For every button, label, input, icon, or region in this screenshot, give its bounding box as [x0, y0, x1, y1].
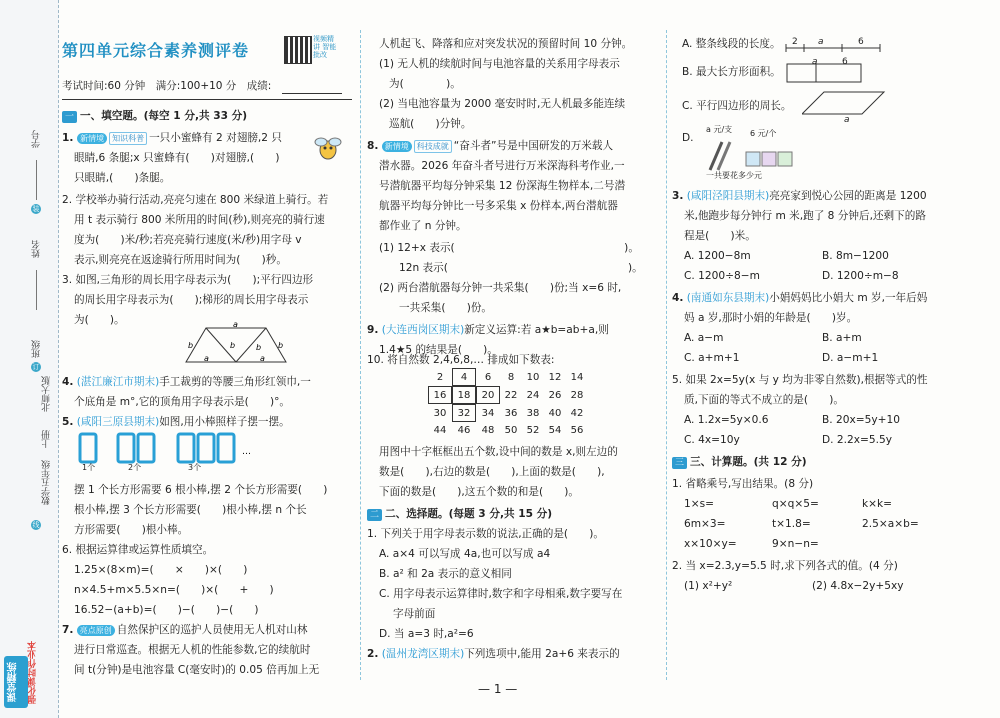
option-text: D. a−m+1: [822, 352, 879, 364]
option-text: A. a×4 可以写成 4a,也可以写成 a4: [379, 548, 551, 560]
qr-code-icon[interactable]: [284, 36, 312, 64]
table-cell: 40: [548, 407, 562, 419]
figure-label: 一共要花多少元: [706, 171, 762, 180]
svg-text:a: a: [260, 354, 265, 363]
tech-tag: 科技成就: [414, 140, 452, 153]
figure-label: a: [812, 57, 818, 67]
question-text: 3. 如图,三角形的周长用字母表示为( );平行四边形: [62, 274, 314, 286]
section-2-title: 二、选择题。(每题 3 分,共 15 分): [385, 508, 553, 520]
table-cell: 38: [526, 407, 540, 419]
option-text: B. 20x=5y+10: [822, 414, 900, 426]
source-tag: (咸阳泾阳县期末): [686, 190, 770, 202]
table-cell: 4: [452, 368, 476, 386]
question-text: 12n 表示( )。: [399, 262, 643, 274]
option-text: A. 1.2x=5y×0.6: [684, 414, 769, 426]
table-cell: 30: [433, 407, 447, 419]
svg-text:a: a: [204, 354, 209, 363]
column-divider: [666, 30, 667, 680]
question-text: n×4.5+m×5.5×n=( )×( + ): [74, 584, 274, 596]
question-text: (2) 当电池容量为 2000 毫安时时,无人机最多能连续: [379, 98, 626, 110]
question-text: 潜水器。2026 年奋斗者号进行万米深海科考作业,一: [379, 160, 625, 172]
figure-label: 6 元/个: [750, 129, 777, 138]
question-text: 5. 如果 2x=5y(x 与 y 均为非零自然数),根据等式的性: [672, 374, 928, 386]
svg-text:…: …: [242, 447, 251, 457]
question-text: 巡航( )分钟。: [389, 118, 472, 130]
source-tag: (南通如东县期末): [686, 292, 770, 304]
question-text: 1. 省略乘号,写出结果。(8 分): [672, 478, 814, 490]
sticks-figure: [74, 432, 284, 478]
brand-subtitle: 强化课时作业本: [28, 641, 38, 704]
header-rule: [62, 99, 352, 100]
table-cell: 42: [570, 407, 584, 419]
question-text: (2) 两台潜航器每分钟一共采集( )份;当 x=6 时,: [379, 282, 622, 294]
question-text: 16.52−(a+b)=( )−( )−( ): [74, 604, 259, 616]
calc-item: (1) x²+y²: [684, 580, 733, 592]
option-text: A. a−m: [684, 332, 724, 344]
option-text: B. a+m: [822, 332, 862, 344]
figure-label: 6: [842, 57, 848, 67]
option-text: C. 用字母表示运算律时,数字和字母相乘,数字要写在: [379, 588, 623, 600]
question-text: 为( )。: [389, 78, 461, 90]
table-cell: 48: [481, 424, 495, 436]
question-text: 用图中十字框框出五个数,设中间的数是 x,则左边的: [379, 446, 618, 458]
spine-student-id-label: 学号: [32, 130, 42, 148]
question-text: 都作业了 n 分钟。: [379, 220, 467, 232]
question-text: 程是( )米。: [684, 230, 756, 242]
binding-spine: [0, 0, 59, 718]
question-text: 眼睛,6 条腿;x 只蜜蜂有( )对翅膀,( ): [74, 152, 280, 164]
question-number: 9.: [367, 324, 379, 336]
question-text: (1) 12+x 表示( )。: [379, 242, 639, 254]
question-text: 一只小蜜蜂有 2 对翅膀,2 只: [149, 132, 282, 144]
new-context-tag: 新情境: [382, 141, 412, 152]
table-cell: 10: [526, 371, 540, 383]
question-text: 10. 将自然数 2,4,6,8,… 排成如下数表:: [367, 354, 555, 366]
table-cell: 44: [433, 424, 447, 436]
question-text: 手工裁剪的等腰三角形红领巾,一: [159, 376, 311, 388]
table-cell: 14: [570, 371, 584, 383]
table-cell: 6: [484, 371, 492, 383]
question-text: 6. 根据运算律或运算性质填空。: [62, 544, 214, 556]
figure-caption: 2个: [128, 463, 142, 472]
question-number: 8.: [367, 140, 379, 152]
table-cell: 28: [570, 389, 584, 401]
figure-label: a: [844, 115, 850, 125]
question-number: 3.: [672, 190, 684, 202]
svg-text:b: b: [256, 343, 262, 352]
section-badge: 二: [367, 509, 382, 521]
figure-label: 2: [792, 37, 798, 47]
question-text: 用 t 表示骑行 800 米所用的时间(秒),则亮亮的骑行速: [74, 214, 325, 226]
figure-label: a: [818, 37, 824, 47]
question-text: 个底角是 m°,它的顶角用字母表示是( )°。: [74, 396, 291, 408]
question-text: 数是( ),右边的数是( ),上面的数是( ),: [379, 466, 605, 478]
question-text: 表示,则亮亮在返途骑行所用时间为( )秒。: [74, 254, 287, 266]
spine-class-label: 班级: [32, 340, 42, 358]
question-text: 人机起飞、降落和应对突发状况的预留时间 10 分钟。: [379, 38, 633, 50]
question-number: 4.: [62, 376, 74, 388]
question-text: 航器平均每分钟比一号多采集 x 份样本,两台潜航器: [379, 200, 618, 212]
calc-item: t×1.8=: [772, 518, 811, 530]
question-text: (1) 无人机的续航时间与电池容量的关系用字母表示: [379, 58, 620, 70]
question-text: 1. 下列关于用字母表示数的说法,正确的是( )。: [367, 528, 604, 540]
section-badge: 一: [62, 111, 77, 123]
question-text: 间 t(分钟)是电池容量 C(毫安时)的 0.05 倍再加上无: [74, 664, 320, 676]
question-text: 只眼睛,( )条腿。: [74, 172, 171, 184]
option-text: C. 平行四边形的周长。: [682, 100, 792, 112]
trapezoid-figure: [176, 322, 296, 368]
question-text: 1.4★5 的结果是( )。: [379, 344, 498, 356]
spine-grade-label: 数学五年级: [42, 460, 52, 505]
option-text: D. 当 a=3 时,a²=6: [379, 628, 474, 640]
rectangle-figure: [786, 60, 866, 84]
section-3-title: 三、计算题。(共 12 分): [690, 456, 807, 468]
question-number: 2.: [367, 648, 379, 660]
figure-label: a 元/支: [706, 125, 733, 134]
spine-volume-label: 上册: [42, 430, 52, 448]
table-cell: 22: [504, 389, 518, 401]
option-text: D. 2.2x=5.5y: [822, 434, 893, 446]
spine-dot: 线: [32, 521, 40, 529]
original-tag: 亮点原创: [77, 625, 115, 636]
exam-meta: 考试时间:60 分钟 满分:100+10 分 成绩:: [62, 80, 272, 92]
table-cell: 50: [504, 424, 518, 436]
science-tag: 知识科普: [109, 132, 147, 145]
calc-item: q×q×5=: [772, 498, 819, 510]
question-text: 妈 a 岁,那时小娟的年龄是( )岁。: [684, 312, 858, 324]
table-cell: 16: [428, 386, 452, 404]
column-divider: [360, 30, 361, 680]
section-badge: 三: [672, 457, 687, 469]
new-context-tag: 新情境: [77, 133, 107, 144]
question-number: 7.: [62, 624, 74, 636]
calc-item: k×k=: [862, 498, 893, 510]
table-row: [428, 404, 588, 422]
svg-text:b: b: [230, 341, 236, 350]
question-text: 2. 学校举办骑行活动,亮亮匀速在 800 米绿道上骑行。若: [62, 194, 329, 206]
option-text: A. 1200−8m: [684, 250, 751, 262]
svg-text:b: b: [278, 341, 284, 350]
spine-line: [36, 160, 37, 200]
svg-text:b: b: [188, 341, 194, 350]
table-cell: 46: [457, 424, 471, 436]
question-text: 进行日常巡查。根据无人机的性能参数,它的续航时: [74, 644, 311, 656]
option-text: C. a+m+1: [684, 352, 740, 364]
table-cell: 32: [452, 404, 476, 422]
table-cell: 20: [476, 386, 500, 404]
calc-item: x×10×y=: [684, 538, 737, 550]
calc-item: 2.5×a×b=: [862, 518, 919, 530]
spine-dot: 订: [32, 363, 40, 371]
option-text: A. 整条线段的长度。: [682, 38, 781, 50]
option-text: C. 1200÷8−m: [684, 270, 760, 282]
calc-item: 9×n−n=: [772, 538, 819, 550]
source-tag: (湛江廉江市期末): [76, 376, 160, 388]
table-cell: 8: [507, 371, 515, 383]
table-cell: 12: [548, 371, 562, 383]
source-tag: (温州龙湾区期末): [381, 648, 465, 660]
figure-caption: 3个: [188, 463, 202, 472]
calc-item: 6m×3=: [684, 518, 726, 530]
option-text: B. a² 和 2a 表示的意义相同: [379, 568, 512, 580]
question-text: 摆 1 个长方形需要 6 根小棒,摆 2 个长方形需要( ): [74, 484, 328, 496]
option-text: D.: [682, 132, 694, 144]
number-table: [428, 368, 588, 438]
spine-name-label: 姓名: [32, 240, 42, 258]
question-text: 下面的数是( ),这五个数的和是( )。: [379, 486, 579, 498]
page-title: 第四单元综合素养测评卷: [62, 41, 250, 60]
question-text: 小娟妈妈比小娟大 m 岁,一年后妈: [769, 292, 928, 304]
table-cell: 56: [570, 424, 584, 436]
table-cell: 52: [526, 424, 540, 436]
question-text: 新定义运算:若 a★b=ab+a,则: [464, 324, 609, 336]
table-row: [428, 386, 588, 404]
option-text: D. 1200÷m−8: [822, 270, 899, 282]
table-cell: 18: [452, 386, 476, 404]
spine-edition-label: 北师大版: [42, 376, 52, 412]
question-text: 2. 当 x=2.3,y=5.5 时,求下列各式的值。(4 分): [672, 560, 898, 572]
table-row: [428, 422, 588, 438]
question-text: 度为( )米/秒;若亮亮骑行速度(米/秒)用字母 v: [74, 234, 302, 246]
question-text: 米,他跑步每分钟行 m 米,跑了 8 分钟后,还剩下的路: [684, 210, 926, 222]
spine-line: [36, 270, 37, 310]
question-text: 质,下面的等式不成立的是( )。: [684, 394, 844, 406]
section-1-title: 一、填空题。(每空 1 分,共 33 分): [80, 110, 248, 122]
qr-caption: 视频精讲 智能批改: [313, 35, 337, 59]
table-cell: 36: [504, 407, 518, 419]
calc-item: (2) 4.8x−2y+5xy: [812, 580, 904, 592]
question-text: 根小棒,摆 3 个长方形需要( )根小棒,摆 n 个长: [74, 504, 307, 516]
option-text: C. 4x=10y: [684, 434, 740, 446]
question-number: 5.: [62, 416, 74, 428]
question-text: 方形需要( )根小棒。: [74, 524, 189, 536]
question-number: 1.: [62, 132, 78, 144]
table-cell: 2: [436, 371, 444, 383]
spine-dot: 装: [32, 205, 40, 213]
question-text: 为( )。: [74, 314, 125, 326]
question-text: 1.25×(8×m)=( × )×( ): [74, 564, 248, 576]
score-underline: [282, 93, 342, 94]
table-cell: 24: [526, 389, 540, 401]
question-text: 自然保护区的巡护人员使用无人机对山林: [116, 624, 308, 636]
option-text: B. 8m−1200: [822, 250, 889, 262]
question-text: 的周长用字母表示为( );梯形的周长用字母表示: [74, 294, 309, 306]
figure-label: 6: [858, 37, 864, 47]
question-text: 号潜航器平均每分钟采集 12 份深海生物样本,二号潜: [379, 180, 626, 192]
question-number: 4.: [672, 292, 684, 304]
page-number: — 1 —: [478, 682, 518, 696]
calc-item: 1×s=: [684, 498, 715, 510]
table-row: [428, 368, 588, 386]
source-tag: (咸阳三原县期末): [76, 416, 160, 428]
table-cell: 34: [481, 407, 495, 419]
question-text: 下列选项中,能用 2a+6 来表示的: [464, 648, 620, 660]
table-cell: 54: [548, 424, 562, 436]
source-tag: (大连西岗区期末): [381, 324, 465, 336]
question-text: 亮亮家到悦心公园的距离是 1200: [769, 190, 927, 202]
figure-caption: 1个: [82, 463, 96, 472]
option-text: 字母前面: [393, 608, 436, 620]
option-text: B. 最大长方形面积。: [682, 66, 781, 78]
question-text: 一共采集( )份。: [399, 302, 493, 314]
bee-icon: [313, 134, 343, 162]
table-cell: 26: [548, 389, 562, 401]
brand-logo: 课堂精练: [4, 656, 28, 708]
svg-text:a: a: [233, 322, 238, 329]
question-text: “奋斗者”号是中国研发的万米载人: [453, 140, 614, 152]
segment-figure: [784, 36, 884, 56]
question-text: 如图,用小棒照样子摆一摆。: [159, 416, 290, 428]
